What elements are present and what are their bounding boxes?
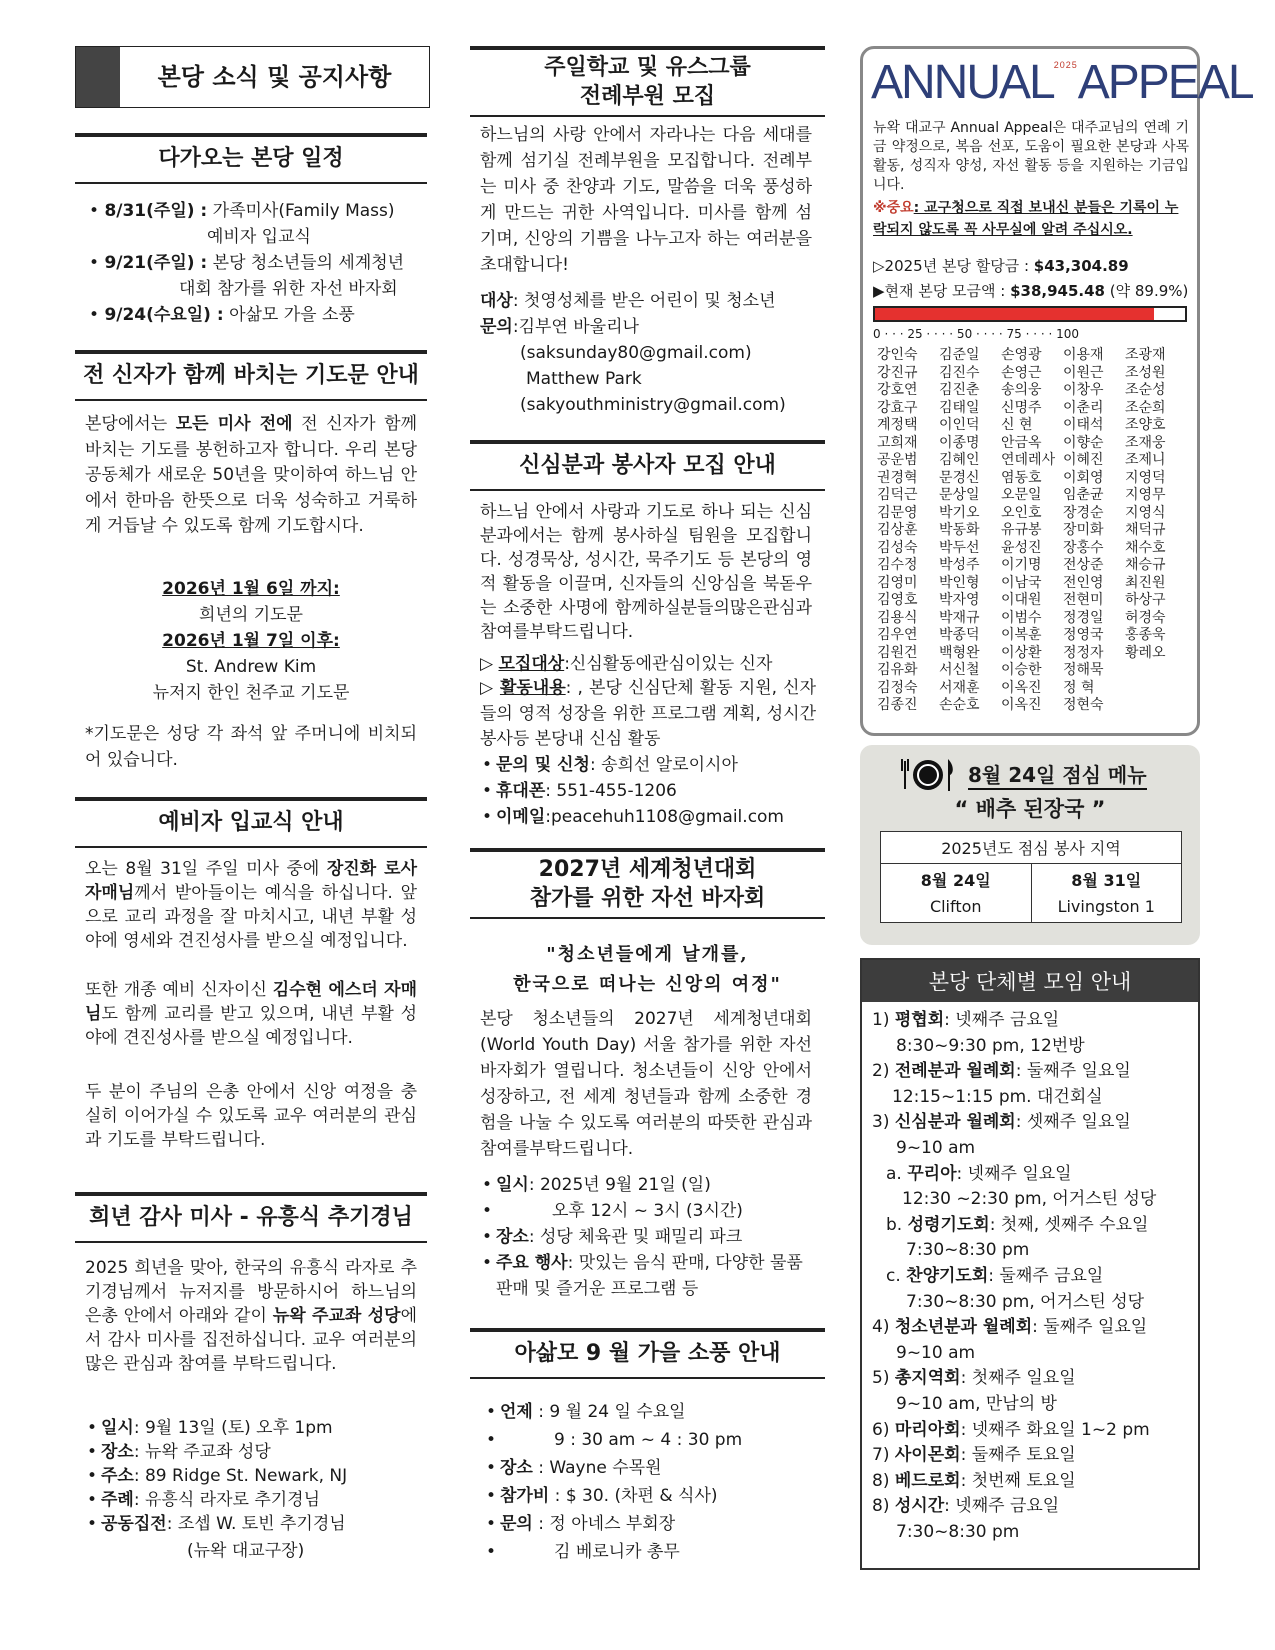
- donor-name: 신 현: [1001, 417, 1033, 433]
- upcoming-date: 9/21(주일) :: [104, 253, 208, 273]
- group-line: 4) 청소년분과 월례회: 둘째주 일요일: [872, 1317, 1148, 1338]
- group-line: 9~10 am: [896, 1342, 976, 1363]
- donor-name: 유규봉: [1001, 522, 1042, 538]
- donor-name: 정정자: [1063, 644, 1104, 661]
- upcoming-item-cont: 대회 참가를 위한 자선 바자회: [179, 279, 398, 299]
- prayer-heading: 전 신자가 함께 바치는 기도문 안내: [75, 350, 427, 401]
- donor-name: [1125, 697, 1187, 715]
- donor-name: 이승한: [1001, 662, 1042, 678]
- donor-name: 최진원: [1125, 574, 1166, 591]
- donor-name: 김문영: [877, 504, 918, 521]
- group-line: 12:30 ~2:30 pm, 어거스틴 성당: [902, 1189, 1157, 1210]
- donor-name: 조성원: [1125, 364, 1166, 381]
- donor-name: 임춘균: [1063, 487, 1104, 503]
- prayer-text: 본당에서는 모든 미사 전에 전 신자가 함께 바치는 기도를 봉헌하고자 합니다. 우리 본당 공동체가 새로운 50년을 맞이하여 하느님 안에서 한마음 한뜻으로 더욱 성숙하고 거룩하게 거듭날 수 있도록 함께 기도합시다.: [85, 414, 418, 536]
- donor-name: [1125, 662, 1187, 680]
- appeal-progress-fill: [875, 308, 1154, 320]
- donor-name: 이남국: [1001, 574, 1042, 591]
- prayer-after-text2: 뉴저지 한인 천주교 기도문: [152, 683, 350, 703]
- group-line: b. 성령기도회: 첫째, 셋째주 수요일: [886, 1214, 1149, 1235]
- donor-name: 박자영: [939, 592, 980, 608]
- donor-name: 오문일: [1001, 487, 1042, 503]
- altar-heading: 주일학교 및 유스그룹 전례부원 모집: [470, 46, 825, 117]
- upcoming-item: • 9/21(주일) : 본당 청소년들의 세계청년: [89, 253, 405, 273]
- donor-name: 조순희: [1125, 399, 1166, 416]
- bazaar-heading: 2027년 세계청년대회 참가를 위한 자선 바자회: [470, 848, 825, 919]
- donor-name: 김수정: [877, 557, 918, 573]
- lunch-date-2: 8월 31일: [1071, 871, 1142, 890]
- prayer-schedule: [75, 576, 427, 706]
- upcoming-heading: 다가오는 본당 일정: [75, 133, 427, 184]
- donor-name: 채덕규: [1125, 522, 1166, 538]
- picnic-list: • 언제 : 9 월 24 일 수요일 • 9 : 30 am ~ 4 : 30 pm • 장소 : Wayne 수목원 • 참가비 : $ 30. (차편 & 식사) • 문의 : 정 아네스 부회장 • 김 베로니카 총무: [484, 1398, 824, 1566]
- volunteer-text: 하느님 안에서 사랑과 기도로 하나 되는 신심분과에서는 함께 봉사하실 팀원을 모집합니다. 성경묵상, 성시간, 묵주기도 등 본당의 영적 활동을 이끌며, 신자들의 신앙심을 북돋우는 소중한 사명에 함께하실분들의많은관심과참여를부탁드립니다.: [480, 502, 812, 642]
- donor-name: 김원건: [877, 644, 918, 661]
- appeal-important: ※중요: 교구청으로 직접 보내신 분들은 기록이 누락되지 않도록 꼭 사무실에 알려 주십시오.: [873, 200, 1179, 238]
- prayer-until-label: 2026년 1월 6일 까지:: [162, 579, 340, 599]
- donor-name: 이창우: [1063, 382, 1104, 398]
- upcoming-text: 아삶모 가을 소풍: [229, 305, 355, 325]
- donor-name: 조순성: [1125, 382, 1166, 398]
- group-line: 5) 총지역회: 첫째주 일요일: [872, 1368, 1076, 1389]
- donor-name: 손영광: [1001, 347, 1042, 363]
- donor-name: 이상환: [1001, 644, 1042, 661]
- donor-name: 김우연: [877, 627, 918, 643]
- donor-name: 고희재: [877, 434, 918, 451]
- donor-name: 전현미: [1063, 592, 1104, 608]
- altar-text: 하느님의 사랑 안에서 자라나는 다음 세대를 함께 섬기실 전례부원을 모집합니다. 전례부는 미사 중 찬양과 기도, 말씀을 더욱 풍성하게 만드는 귀한 사역입니다. 미사를 함께 섬기며, 신앙의 기쁨을 나누고자 하는 여러분을 초대합니다!: [480, 125, 812, 275]
- donor-name: 조재웅: [1125, 434, 1166, 451]
- donor-name: 공운범: [877, 452, 918, 468]
- lunch-table: [880, 831, 1182, 923]
- catechumen-p1: 오는 8월 31일 주일 미사 중에 장진화 로사 자매님께서 받아들이는 예식을 하십니다. 앞으로 교리 과정을 잘 마치시고, 내년 부활 성야에 영세와 견진성사를 받으실 예정입니다.: [85, 859, 417, 951]
- volunteer-details: ▷ 모집대상:신심활동에관심이있는 신자 ▷ 활동내용: , 본당 신심단체 활동 지원, 신자들의 영적 성장을 위한 프로그램 계획, 성시간 봉사등 본당내 신심 활동: [480, 654, 816, 749]
- group-line: 9~10 am, 만남의 방: [896, 1393, 1057, 1414]
- donor-name: 이원근: [1063, 364, 1104, 381]
- donor-name: 이복훈: [1001, 627, 1042, 643]
- donor-name: 김준일: [939, 347, 980, 363]
- donor-name: 이기명: [1001, 557, 1042, 573]
- donor-name: 이혜진: [1063, 452, 1104, 468]
- donor-name: 이옥진: [1001, 697, 1042, 713]
- lunch-date-1: 8월 24일: [920, 871, 991, 890]
- lunch-title: 8월 24일 점심 메뉴: [968, 759, 1147, 790]
- donor-name: 이춘리: [1063, 399, 1104, 416]
- donor-name: 오인호: [1001, 504, 1042, 521]
- upcoming-item-cont: 예비자 입교식: [207, 227, 311, 247]
- catechumen-p3: 두 분이 주님의 은총 안에서 신앙 여정을 충실히 이어가실 수 있도록 교우 여러분의 관심과 기도를 부탁드립니다.: [85, 1082, 417, 1150]
- donor-name: 정경일: [1063, 609, 1104, 626]
- donor-name: 김진춘: [939, 382, 980, 398]
- donor-name: 김영호: [877, 592, 918, 608]
- donor-name: 지영무: [1125, 487, 1166, 503]
- donor-name: 박동화: [939, 522, 980, 538]
- donor-name: 김영미: [877, 574, 918, 591]
- prayer-after-text1: St. Andrew Kim: [185, 657, 317, 677]
- donor-name: 김진수: [939, 364, 980, 381]
- donor-name: 이범수: [1001, 609, 1042, 626]
- donor-name: 염동호: [1001, 469, 1042, 486]
- donor-name: 전상준: [1063, 557, 1104, 573]
- upcoming-text: 본당 청소년들의 세계청년: [212, 253, 405, 273]
- appeal-description: 뉴왁 대교구 Annual Appeal은 대주교님의 연례 기금 약정으로, 복음 선포, 도움이 필요한 본당과 사목 활동, 성직자 양성, 자선 활동 등을 지원하는 기금입니다.: [873, 120, 1189, 193]
- title-accent-block: [76, 47, 120, 107]
- donor-name: 정영국: [1063, 627, 1104, 643]
- appeal-title-right: APPEAL: [1077, 56, 1253, 109]
- upcoming-item: • 9/24(수요일) : 아삶모 가을 소풍: [89, 305, 355, 325]
- group-line: 7:30~8:30 pm: [896, 1521, 1020, 1542]
- donor-name: 지영덕: [1125, 469, 1166, 486]
- donor-name: 장홍수: [1063, 539, 1104, 556]
- bazaar-text: 본당 청소년들의 2027년 세계청년대회 (World Youth Day) 서울 참가를 위한 자선 바자회가 열립니다. 청소년들이 신앙 안에서 성장하고, 전 세계 청년들과 함께 소중한 경험을 나눌 수 있도록 여러분의 따뜻한 관심과 참여를부탁드립니다.: [480, 1009, 812, 1159]
- donor-name: 김정숙: [877, 679, 918, 696]
- donor-name: 조제니: [1125, 452, 1166, 468]
- donor-name: [1125, 680, 1187, 698]
- donor-name: 김종진: [877, 697, 918, 713]
- donor-name: 신명주: [1001, 399, 1042, 416]
- group-line: 9~10 am: [896, 1137, 976, 1158]
- donor-name: 계정택: [877, 417, 918, 433]
- donor-name: 조광재: [1125, 347, 1166, 363]
- donor-name: 장경순: [1063, 504, 1104, 521]
- donor-name: 정 혁: [1063, 679, 1095, 696]
- prayer-after-label: 2026년 1월 7일 이후:: [162, 631, 340, 651]
- jubilee-last-line: (뉴왁 대교구장): [187, 1541, 305, 1561]
- donor-name: 이태석: [1063, 417, 1104, 433]
- appeal-scale: 0 · · · 25 · · · · 50 · · · · 75 · · · · 100: [873, 327, 1080, 341]
- donor-name: 전인영: [1063, 574, 1104, 591]
- donor-name: 강인숙: [877, 347, 918, 363]
- group-line: a. 꾸리아: 넷째주 일요일: [886, 1163, 1072, 1184]
- picnic-heading: 아삶모 9 월 가을 소풍 안내: [470, 1328, 825, 1379]
- main-title: 본당 소식 및 공지사항: [157, 63, 392, 91]
- group-line: 7:30~8:30 pm: [906, 1240, 1030, 1261]
- appeal-title: [871, 55, 1253, 110]
- donor-name: 박재규: [939, 609, 980, 626]
- upcoming-list: [89, 198, 429, 328]
- donor-name: 강효구: [877, 399, 918, 416]
- donor-names: [877, 347, 1187, 715]
- jubilee-list: [85, 1416, 425, 1536]
- donor-name: 이대원: [1001, 592, 1042, 608]
- donor-name: 박종덕: [939, 627, 980, 643]
- donor-name: 박성주: [939, 557, 980, 573]
- appeal-title-left: ANNUAL: [871, 56, 1054, 109]
- donor-name: 김태일: [939, 399, 980, 416]
- jubilee-item: • 주례: 유흥식 라자로 추기경님: [85, 1488, 425, 1512]
- appeal-current: ▶현재 본당 모금액 : $38,945.48 (약 89.9%): [873, 282, 1189, 300]
- volunteer-list: • 문의 및 신청: 송희선 알로이시아 • 휴대폰: 551-455-1206 • 이메일:peacehuh1108@gmail.com: [480, 752, 820, 830]
- catechumen-p2: 또한 개종 예비 신자이신 김수현 에스더 자매님도 함께 교리를 받고 있으며, 내년 부활 성야에 견진성사를 받으실 예정입니다.: [85, 980, 417, 1048]
- jubilee-text: 2025 희년을 맞아, 한국의 유흥식 라자로 추기경님께서 뉴저지를 방문하시어 하느님의 은총 안에서 아래와 같이 뉴왁 주교좌 성당에서 감사 미사를 집전하십니다. 교우 여러분의 많은 관심과 참여를 부탁드립니다.: [85, 1258, 417, 1374]
- prayer-note: *기도문은 성당 각 좌석 앞 주머니에 비치되어 있습니다.: [85, 724, 417, 770]
- donor-name: 이회영: [1063, 469, 1104, 486]
- donor-name: 윤성진: [1001, 539, 1042, 556]
- upcoming-item: • 8/31(주일) : 가족미사(Family Mass): [89, 201, 395, 221]
- group-line: 6) 마리아회: 넷째주 화요일 1~2 pm: [872, 1419, 1150, 1440]
- groups-title: 본당 단체별 모임 안내: [862, 960, 1198, 1002]
- donor-name: 서재훈: [939, 679, 980, 696]
- group-line: 8) 성시간: 넷째주 금요일: [872, 1496, 1060, 1517]
- donor-name: 황레오: [1125, 644, 1166, 661]
- donor-name: 정현숙: [1063, 697, 1104, 713]
- annual-appeal-box: [860, 46, 1253, 736]
- jubilee-heading: 희년 감사 미사 - 유흥식 추기경님: [75, 1192, 427, 1243]
- utensils-icon: [900, 755, 956, 795]
- donor-name: 채수호: [1125, 539, 1166, 556]
- donor-name: 서신철: [939, 662, 980, 678]
- group-line: 2) 전례분과 월례회: 둘째주 일요일: [872, 1061, 1131, 1082]
- donor-name: 정해묵: [1063, 662, 1104, 678]
- jubilee-item: • 장소: 뉴왁 주교좌 성당: [85, 1440, 425, 1464]
- donor-name: 문경신: [939, 469, 980, 486]
- donor-name: 백형완: [939, 644, 980, 661]
- group-line: 8) 베드로회: 첫번째 토요일: [872, 1470, 1076, 1491]
- group-line: 8:30~9:30 pm, 12번방: [896, 1035, 1085, 1056]
- lunch-area-2: Livingston 1: [1057, 897, 1155, 916]
- groups-box: [860, 958, 1200, 1570]
- donor-name: 권경혁: [877, 469, 918, 486]
- volunteer-heading: 신심분과 봉사자 모집 안내: [470, 440, 825, 491]
- group-line: 7) 사이몬회: 둘째주 토요일: [872, 1445, 1076, 1466]
- groups-list: [862, 1002, 1198, 1551]
- appeal-progress-bar: [873, 306, 1187, 322]
- donor-name: 박두선: [939, 539, 980, 556]
- group-line: 3) 신심분과 월례회: 셋째주 일요일: [872, 1112, 1131, 1133]
- donor-name: 송의웅: [1001, 382, 1042, 398]
- donor-name: 이용재: [1063, 347, 1104, 363]
- donor-name: 지영식: [1125, 504, 1166, 521]
- bazaar-quote: "청소년들에게 날개를, 한국으로 떠나는 신앙의 여정": [513, 944, 782, 995]
- lunch-area-1: Clifton: [929, 897, 982, 916]
- jubilee-item: • 공동집전: 조셉 W. 토빈 추기경님: [85, 1512, 425, 1536]
- donor-name: 강진규: [877, 364, 918, 381]
- donor-name: 홍종욱: [1125, 627, 1166, 643]
- donor-name: 장미화: [1063, 522, 1104, 538]
- group-line: 1) 평협회: 넷째주 금요일: [872, 1010, 1060, 1030]
- lunch-table-title: 2025년도 점심 봉사 지역: [881, 832, 1181, 864]
- upcoming-date: 9/24(수요일) :: [104, 305, 224, 325]
- donor-name: 김덕근: [877, 487, 918, 503]
- catechumen-heading: 예비자 입교식 안내: [75, 797, 427, 848]
- donor-name: 김유화: [877, 662, 918, 678]
- donor-name: 김상훈: [877, 522, 918, 538]
- jubilee-item: • 일시: 9월 13일 (토) 오후 1pm: [85, 1416, 425, 1440]
- donor-name: 하상구: [1125, 592, 1166, 608]
- donor-name: 안금옥: [1001, 434, 1042, 451]
- donor-name: 문상일: [939, 487, 980, 503]
- upcoming-text: 가족미사(Family Mass): [212, 201, 395, 221]
- donor-name: 김성숙: [877, 539, 918, 556]
- donor-name: 이종명: [939, 434, 980, 451]
- donor-name: 김혜인: [939, 452, 980, 468]
- donor-name: 박기오: [939, 504, 980, 521]
- group-line: 12:15~1:15 pm. 대건회실: [892, 1086, 1103, 1107]
- group-line: c. 찬양기도회: 둘째주 금요일: [886, 1265, 1104, 1286]
- donor-name: 채승규: [1125, 557, 1166, 573]
- donor-name: 이옥진: [1001, 679, 1042, 696]
- upcoming-date: 8/31(주일) :: [104, 201, 208, 221]
- donor-name: 손영근: [1001, 364, 1042, 381]
- donor-name: 조양호: [1125, 417, 1166, 433]
- group-line: 7:30~8:30 pm, 어거스틴 성당: [906, 1291, 1145, 1312]
- donor-name: 이인덕: [939, 417, 980, 433]
- main-title-box: [75, 46, 430, 108]
- bazaar-list: • 일시: 2025년 9월 21일 (일) • 오후 12시 ~ 3시 (3시간) • 장소: 성당 체육관 및 패밀리 파크 • 주요 행사: 맛있는 음식 판매, 다양한 물품 판매 및 즐거운 프로그램 등: [480, 1172, 820, 1302]
- altar-contact: 대상: 첫영성체를 받은 어린이 및 청소년 문의:김부연 바울리나 (saksunday80@gmail.com) Matthew Park (sakyouthministry@gmail.com): [480, 291, 786, 415]
- donor-name: 이향순: [1063, 434, 1104, 451]
- donor-name: 손순호: [939, 697, 980, 713]
- donor-name: 연데레사: [1001, 452, 1056, 468]
- donor-name: 김용식: [877, 609, 918, 626]
- donor-name: 박인형: [939, 574, 980, 591]
- prayer-until-text: 희년의 기도문: [199, 605, 303, 625]
- appeal-goal: ▷2025년 본당 할당금 : $43,304.89: [873, 257, 1129, 275]
- donor-name: 허경숙: [1125, 609, 1166, 626]
- lunch-box: [860, 745, 1200, 945]
- lunch-menu: “ 배추 된장국 ”: [954, 797, 1106, 821]
- appeal-year: 2025: [1053, 60, 1078, 70]
- donor-name: 강호연: [877, 382, 918, 398]
- jubilee-item: • 주소: 89 Ridge St. Newark, NJ: [85, 1464, 425, 1488]
